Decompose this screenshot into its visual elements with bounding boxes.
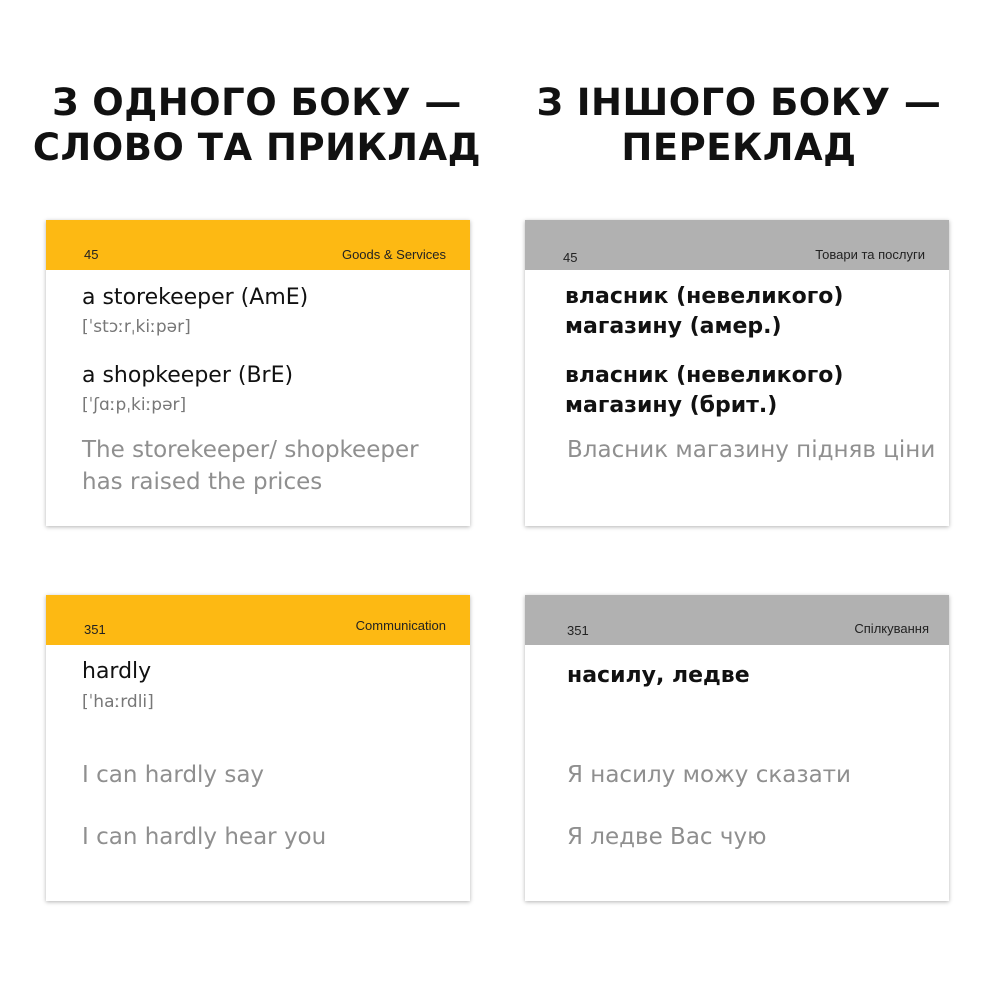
card-number: 351 <box>84 622 106 637</box>
card-translation-line: власник (невеликого) <box>565 363 844 388</box>
card-number: 351 <box>567 623 589 638</box>
flashcard-front-storekeeper[interactable] <box>46 220 470 526</box>
card-example-line: has raised the prices <box>82 469 323 495</box>
card-category: Товари та послуги <box>815 247 925 262</box>
back-side-heading <box>504 80 974 170</box>
card-translation-line: власник (невеликого) <box>565 284 844 309</box>
card-example-line: Я насилу можу сказати <box>567 762 852 788</box>
card-transcription: [ˈstɔːrˌkiːpər] <box>82 317 191 337</box>
card-transcription: [ˈhaːrdli] <box>82 692 154 712</box>
card-example-line: I can hardly hear you <box>82 824 327 850</box>
card-word: hardly <box>82 659 152 684</box>
card-example-line: Я ледве Вас чую <box>567 824 767 850</box>
card-category: Communication <box>355 618 446 633</box>
card-header <box>525 220 949 270</box>
card-example-line: The storekeeper/ shopkeeper <box>82 437 419 463</box>
front-side-heading-line-2: СЛОВО ТА ПРИКЛАД <box>32 126 482 169</box>
card-category: Спілкування <box>854 621 929 636</box>
card-category: Goods & Services <box>341 247 446 262</box>
card-word: a shopkeeper (BrE) <box>82 363 294 388</box>
front-side-heading-line-1: З ОДНОГО БОКУ — <box>52 81 462 124</box>
card-example-line: Власник магазину підняв ціни <box>567 437 936 463</box>
card-translation-line: насилу, ледве <box>567 663 750 688</box>
card-header <box>46 595 470 645</box>
card-example-line: I can hardly say <box>82 762 265 788</box>
card-word: a storekeeper (AmE) <box>82 285 309 310</box>
card-translation-line: магазину (брит.) <box>565 393 778 418</box>
card-number: 45 <box>563 250 578 265</box>
card-header <box>525 595 949 645</box>
flashcard-front-hardly[interactable] <box>46 595 470 901</box>
card-header <box>46 220 470 270</box>
card-translation-line: магазину (амер.) <box>565 314 782 339</box>
back-side-heading-line-1: З ІНШОГО БОКУ — <box>536 81 942 124</box>
front-side-heading <box>22 80 492 170</box>
card-number: 45 <box>84 247 99 262</box>
card-transcription: [ˈʃɑːpˌkiːpər] <box>82 395 187 415</box>
back-side-heading-line-2: ПЕРЕКЛАД <box>621 126 857 169</box>
flashcard-back-storekeeper[interactable] <box>525 220 949 526</box>
flashcard-back-hardly[interactable] <box>525 595 949 901</box>
